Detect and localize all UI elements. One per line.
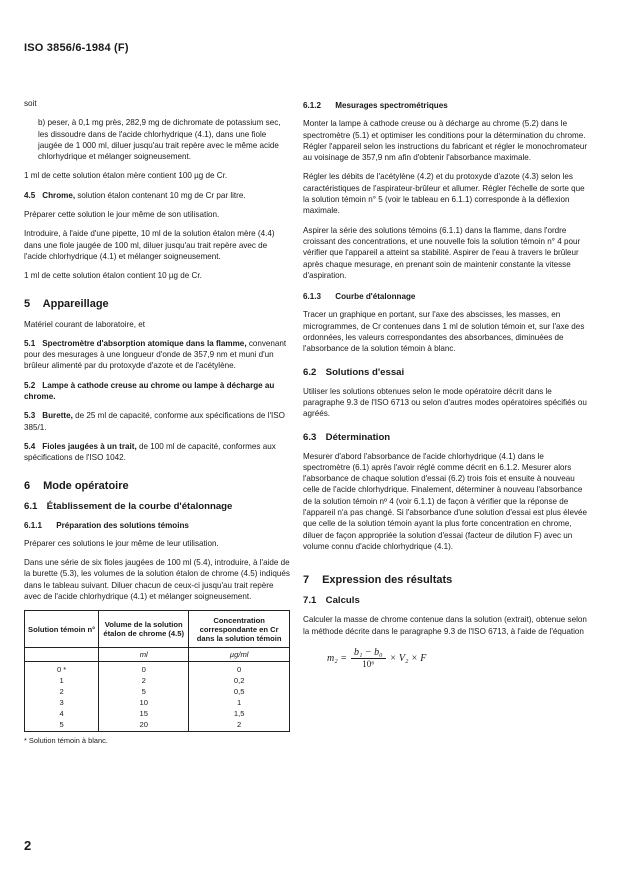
table-cell: 0 xyxy=(189,662,290,676)
section-6-1-2-heading xyxy=(303,100,593,111)
table-cell: 0,5 xyxy=(189,686,290,697)
table-header-row xyxy=(25,611,290,648)
table-cell: 5 xyxy=(99,686,189,697)
table-row xyxy=(25,686,290,697)
section-6-2-number: 6.2 xyxy=(303,366,317,378)
section-5-3 xyxy=(24,410,292,433)
table-cell: 4 xyxy=(25,708,99,719)
section-4-5 xyxy=(24,190,292,201)
list-item-b: b) peser, à 0,1 mg près, 282,9 mg de dichromate de potassium sec, les dissoudre dans de l'acide chlorhydrique (4.1), dans une fiole jaugée de 1 000 ml, diluer jusqu'au trait repère avec le même acide chlorhydrique et mélanger soigneusement. xyxy=(38,118,281,162)
section-7-heading xyxy=(303,574,593,587)
text-serie: Dans une série de six fioles jaugées de 100 ml (5.4), introduire, à l'aide de la burette (5.3), les volumes de la solution étalon de chrome (4.5) indiqués dans le tableau suivant. Diluer chacun de ceux-ci jusqu'au trait repère avec de l'acide chlorhydrique (4.1) et mélanger soigneusement. xyxy=(24,558,290,602)
equation-fraction xyxy=(351,647,386,671)
section-6-3-number: 6.3 xyxy=(303,431,317,443)
table-header-cell: Solution témoin n° xyxy=(25,611,99,648)
section-5-1-number: 5.1 xyxy=(24,338,36,348)
section-6-1-2-number: 6.1.2 xyxy=(303,101,322,110)
equation-denominator: 10⁶ xyxy=(362,659,375,670)
section-4-5-title: Chrome, xyxy=(42,190,76,200)
section-6-1-title: Établissement de la courbe d'étalonnage xyxy=(46,500,233,512)
section-6-1-3-number: 6.1.3 xyxy=(303,292,322,302)
table-cell: 10 xyxy=(99,697,189,708)
text-prep2: Préparer ces solutions le jour même de leur utilisation. xyxy=(24,538,219,548)
table-cell: 0 xyxy=(99,662,189,676)
table-units-row xyxy=(25,648,290,662)
table-cell: 1 xyxy=(25,675,99,686)
page-number: 2 xyxy=(24,838,32,853)
table-row xyxy=(25,662,290,676)
section-6-number: 6 xyxy=(24,479,31,492)
section-5-heading xyxy=(24,298,292,311)
table-footnote: * Solution témoin à blanc. xyxy=(24,736,108,746)
table-row xyxy=(25,719,290,732)
text-materiel: Matériel courant de laboratoire, et xyxy=(24,319,146,329)
table-cell: 0,2 xyxy=(189,675,290,686)
section-6-2-heading xyxy=(303,367,593,379)
section-6-1-3-heading xyxy=(303,291,593,302)
table-row xyxy=(25,708,290,719)
section-5-3-title: Burette, xyxy=(42,411,73,421)
section-5-1-title: Spectromètre d'absorption atomique dans la flamme, xyxy=(42,338,247,348)
standards-table xyxy=(24,610,290,732)
text-1ml-10: 1 ml de cette solution étalon contient 10 µg de Cr. xyxy=(24,271,202,281)
table-cell: 2 xyxy=(99,675,189,686)
table-row xyxy=(25,697,290,708)
section-6-2-title: Solutions d'essai xyxy=(325,366,405,378)
table-cell: 2 xyxy=(189,719,290,732)
section-5-3-text: de 25 ml de capacité, conforme aux spécifications de l'ISO 385/1. xyxy=(24,411,285,432)
section-6-heading xyxy=(24,480,292,493)
table-cell: 2 xyxy=(25,686,99,697)
table-unit-cell xyxy=(25,648,99,662)
page-header: ISO 3856/6-1984 (F) xyxy=(24,42,129,54)
text-aspirer: Aspirer la série des solutions témoins (6.1.1) dans la flamme, dans l'ordre croissant des concentrations, et une nouvelle fois la solution témoin n° 4 pour vérifier que l'appareil a atteint sa stabilité. Aspirer de l'eau à travers le brûleur après chaque mesurage, en prenant soin de maintenir constante la vitesse d'aspiration. xyxy=(303,225,581,280)
section-5-4 xyxy=(24,441,292,464)
table-cell: 0 * xyxy=(25,662,99,676)
table-header-cell: Volume de la solution étalon de chrome (4.5) xyxy=(99,611,189,648)
section-5-1-text: convenant pour des mesurages à une longueur d'onde de 357,9 nm et muni d'un brûleur alimenté par du protoxyde d'azote et de l'acétylène. xyxy=(24,338,287,371)
table-unit-cell: µg/ml xyxy=(189,648,290,662)
section-6-3-title: Détermination xyxy=(325,431,391,443)
section-5-1 xyxy=(24,338,292,372)
section-5-4-number: 5.4 xyxy=(24,441,36,451)
section-7-1-number: 7.1 xyxy=(303,595,317,607)
section-4-5-text: solution étalon contenant 10 mg de Cr par litre. xyxy=(77,190,246,200)
section-7-1-heading xyxy=(303,595,593,607)
section-7-1-title: Calculs xyxy=(325,595,360,607)
text-1ml-100: 1 ml de cette solution étalon mère contient 100 µg de Cr. xyxy=(24,171,228,181)
table-cell: 1 xyxy=(189,697,290,708)
left-column xyxy=(24,98,292,747)
section-6-1-1-title: Préparation des solutions témoins xyxy=(56,520,189,530)
text-tracer: Tracer un graphique en portant, sur l'axe des abscisses, les masses, en microgrammes, de Cr contenues dans 1 ml de solution témoin et, sur l'axe des ordonnées, les valeurs correspondantes des absorbances, diminuées de l'absorbance de la solution témoin à blanc. xyxy=(303,310,585,354)
section-6-title: Mode opératoire xyxy=(43,479,129,492)
text-intro: Introduire, à l'aide d'une pipette, 10 ml de la solution étalon mère (4.4) dans une fiole jaugée de 100 ml, diluer jusqu'au trait repère avec de l'acide chlorhydrique (4.1) et mélanger soigneusement. xyxy=(24,229,275,261)
equation-rhs: × V₂ × F xyxy=(389,652,427,664)
section-6-1-2-title: Mesurages spectrométriques xyxy=(335,101,448,110)
section-6-1-1-heading xyxy=(24,520,292,531)
section-5-4-text: de 100 ml de capacité, conformes aux spécifications de l'ISO 1042. xyxy=(24,441,276,463)
section-5-title: Appareillage xyxy=(42,297,109,310)
text-prep: Préparer cette solution le jour même de son utilisation. xyxy=(24,210,220,220)
right-column xyxy=(303,98,593,670)
text-regler: Régler les débits de l'acétylène (4.2) et du protoxyde d'azote (4.3) selon les caractéristiques de l'aspirateur-brûleur et allumer. Régler l'échelle de sorte que la solution témoin n° 5 (voir le tableau en 6.1.1) corresponde à la déflexion maximale. xyxy=(303,172,585,216)
table-unit-cell: ml xyxy=(99,648,189,662)
text-calculer: Calculer la masse de chrome contenue dans la solution (extrait), obtenue selon la méthode décrite dans le paragraphe 9.3 de l'ISO 6713, à l'aide de l'équation xyxy=(303,615,587,636)
table-cell: 5 xyxy=(25,719,99,732)
table-cell: 15 xyxy=(99,708,189,719)
section-6-1-number: 6.1 xyxy=(24,500,38,512)
equation xyxy=(327,647,593,671)
section-6-3-heading xyxy=(303,432,593,444)
equation-numerator: b₁ − b₀ xyxy=(351,647,386,659)
section-5-3-number: 5.3 xyxy=(24,411,36,421)
text-monter: Monter la lampe à cathode creuse ou à décharge au chrome (5.2) dans le spectromètre (5.1) et optimiser les conditions pour la détermination du chrome. Régler l'appareil selon les instructions du fabricant et régler le monochromateur au voisinage de 357,9 nm afin d'obtenir l'absorbance maximale. xyxy=(303,119,588,163)
table-header-cell: Concentration correspondante en Cr dans la solution témoin xyxy=(189,611,290,648)
table-cell: 20 xyxy=(99,719,189,732)
section-5-4-title: Fioles jaugées à un trait, xyxy=(42,441,137,451)
text-mesurer: Mesurer d'abord l'absorbance de l'acide chlorhydrique (4.1) dans le spectromètre (6.1) après l'avoir réglé comme décrit en 6.1.2. Mesurer alors l'absorbance de chaque solution d'essai (6.2) trois fois et ensuite à nouveau celle de l'acide chlorhydrique. Finalement, déterminer à nouveau l'absorbance de la solution témoin nº 4 (voir 6.1.1) de façon à vérifier que la réponse de l'appareil n'a pas changé. Si l'absorbance d'une solution d'essai est plus élevée que celle de la solution témoin ayant la plus forte concentration en chrome, diluer de façon appropriée la solution d'essai (facteur de dilution F) avec un volume connu d'acide chlorhydrique (4.1). xyxy=(303,451,588,551)
section-5-2-title: Lampe à cathode creuse au chrome ou lampe à décharge au chrome. xyxy=(24,380,275,402)
section-6-1-1-number: 6.1.1 xyxy=(24,520,43,530)
text-utiliser: Utiliser les solutions obtenues selon le mode opératoire décrit dans le paragraphe 9.3 de l'ISO 6713 ou selon d'autres modes opératoires spécifiés ou agréés. xyxy=(303,386,587,419)
equation-lhs: m₂ = xyxy=(327,652,347,664)
section-5-2 xyxy=(24,380,292,403)
section-5-number: 5 xyxy=(24,297,31,310)
table-cell: 1,5 xyxy=(189,708,290,719)
section-5-2-number: 5.2 xyxy=(24,380,36,390)
table-row xyxy=(25,675,290,686)
section-6-1-heading xyxy=(24,501,292,513)
section-4-5-number: 4.5 xyxy=(24,190,36,200)
section-7-number: 7 xyxy=(303,574,310,587)
section-6-1-3-title: Courbe d'étalonnage xyxy=(335,292,416,302)
text-soit: soit xyxy=(24,99,37,108)
table-cell: 3 xyxy=(25,697,99,708)
section-7-title: Expression des résultats xyxy=(322,574,453,587)
